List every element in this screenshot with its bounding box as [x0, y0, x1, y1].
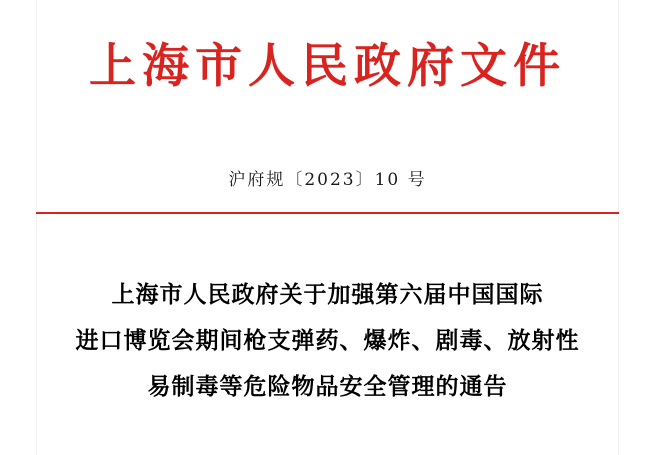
document-title-line-3: 易制毒等危险物品安全管理的通告	[147, 373, 508, 400]
document-masthead-title: 上海市人民政府文件	[89, 39, 566, 94]
red-horizontal-rule	[36, 212, 619, 214]
document-title	[60, 272, 595, 410]
document-number: 沪府规〔2023〕10 号	[228, 170, 427, 190]
document-title-line-1: 上海市人民政府关于加强第六届中国国际	[111, 281, 544, 308]
document-title-line-2: 进口博览会期间枪支弹药、爆炸、剧毒、放射性	[75, 327, 580, 354]
